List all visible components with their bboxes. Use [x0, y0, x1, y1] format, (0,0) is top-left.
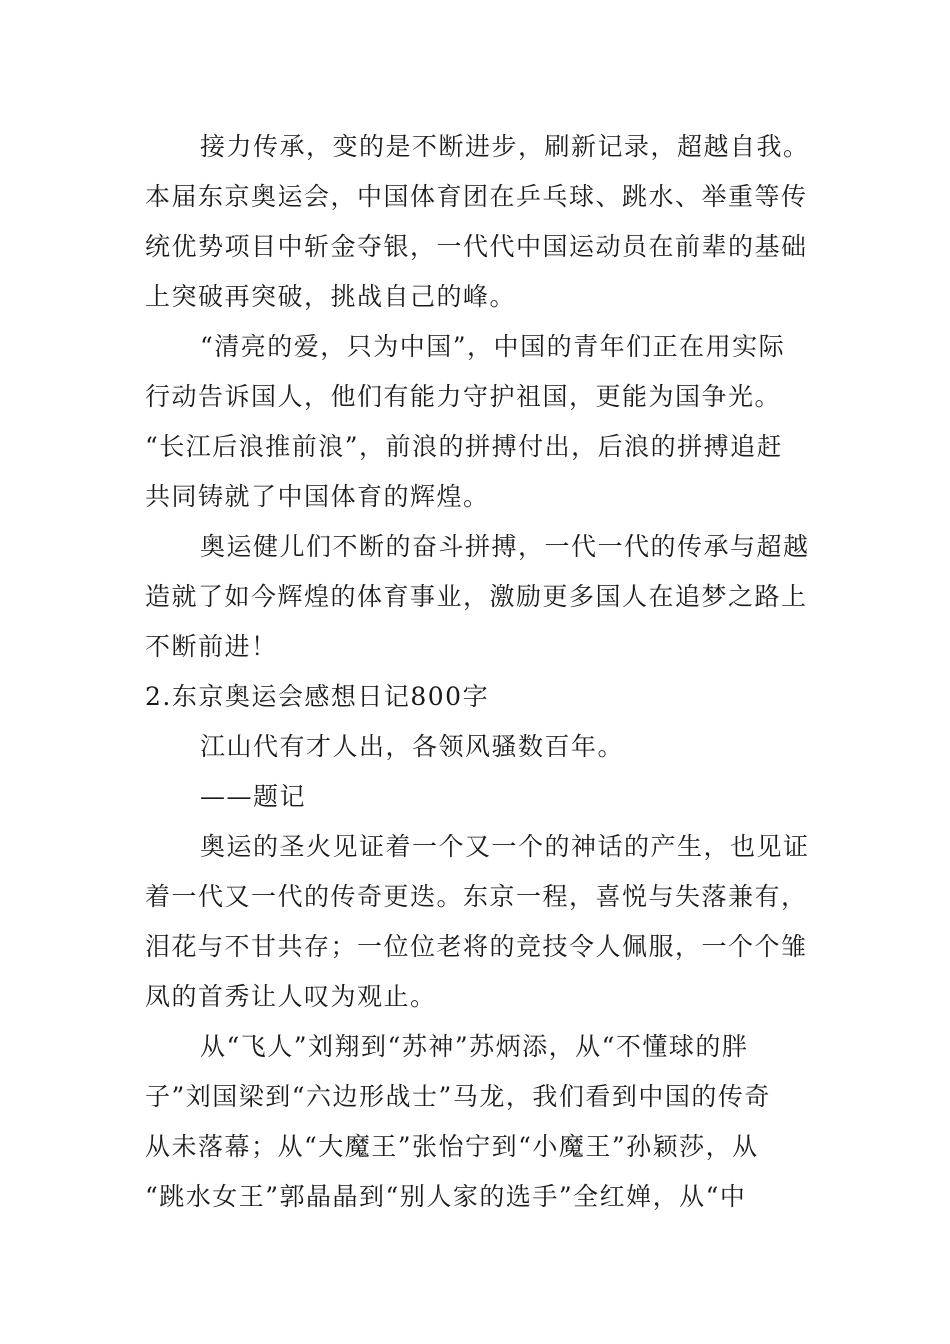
epigraph-attribution: ——题记 — [200, 782, 307, 811]
paragraph-line: 不断前进！ — [145, 632, 278, 661]
paragraph-line: “跳水女王”郭晶晶到“别人家的选手”全红婵，从“中 — [145, 1182, 747, 1211]
paragraph-line: 造就了如今辉煌的体育事业，激励更多国人在追梦之路上 — [145, 582, 808, 611]
paragraph-line: 从“飞人”刘翔到“苏神”苏炳添，从“不懂球的胖 — [200, 1032, 749, 1061]
paragraph-line: 凤的首秀让人叹为观止。 — [145, 982, 437, 1011]
paragraph-line: 统优势项目中斩金夺银，一代代中国运动员在前辈的基础 — [145, 232, 808, 261]
section-heading: 2.东京奥运会感想日记800字 — [145, 682, 490, 711]
paragraph-line: 着一代又一代的传奇更迭。东京一程，喜悦与失落兼有， — [145, 882, 808, 911]
paragraph-line: 接力传承，变的是不断进步，刷新记录，超越自我。 — [200, 132, 810, 161]
paragraph-4 — [145, 822, 810, 1022]
paragraph-line: 本届东京奥运会，中国体育团在乒乓球、跳水、举重等传 — [145, 182, 808, 211]
paragraph-1 — [145, 122, 810, 322]
document-body — [145, 122, 810, 1222]
paragraph-line: 共同铸就了中国体育的辉煌。 — [145, 482, 490, 511]
paragraph-2 — [145, 322, 810, 522]
paragraph-line: 泪花与不甘共存；一位位老将的竞技令人佩服，一个个雏 — [145, 932, 808, 961]
paragraph-5 — [145, 1022, 810, 1222]
paragraph-line: 行动告诉国人，他们有能力守护祖国，更能为国争光。 — [145, 382, 782, 411]
paragraph-line: 从未落幕；从“大魔王”张怡宁到“小魔王”孙颖莎，从 — [145, 1132, 759, 1161]
paragraph-line: 奥运健儿们不断的奋斗拼搏，一代一代的传承与超越 — [200, 532, 810, 561]
paragraph-line: “清亮的爱，只为中国”，中国的青年们正在用实际 — [200, 332, 786, 361]
paragraph-line: 子”刘国梁到“六边形战士”马龙，我们看到中国的传奇 — [145, 1082, 771, 1111]
epigraph-quote: 江山代有才人出，各领风骚数百年。 — [200, 732, 625, 761]
paragraph-3 — [145, 522, 810, 672]
paragraph-line: 奥运的圣火见证着一个又一个的神话的产生，也见证 — [200, 832, 810, 861]
paragraph-line: 上突破再突破，挑战自己的峰。 — [145, 282, 517, 311]
paragraph-line: “长江后浪推前浪”，前浪的拼搏付出，后浪的拼搏追赶 — [145, 432, 784, 461]
